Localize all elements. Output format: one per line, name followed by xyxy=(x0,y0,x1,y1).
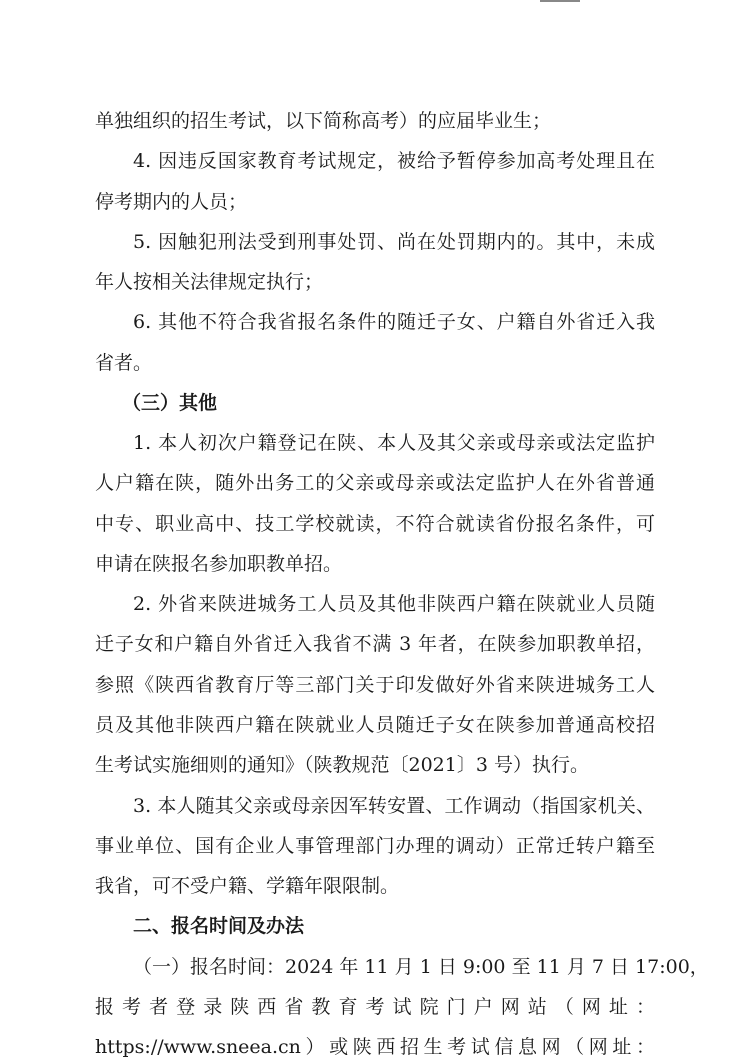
paragraph-line: https://www.sneea.cn）或陕西招生考试信息网（网址： xyxy=(95,1036,655,1058)
paragraph-line: 6. 其他不符合我省报名条件的随迁子女、户籍自外省迁入我 xyxy=(133,311,655,333)
paragraph-line: 参照《陕西省教育厅等三部门关于印发做好外省来陕进城务工人 xyxy=(95,674,655,696)
paragraph-line: 4. 因违反国家教育考试规定，被给予暂停参加高考处理且在 xyxy=(133,150,655,172)
section-heading: （三）其他 xyxy=(122,392,218,414)
paragraph-line: 报考者登录陕西省教育考试院门户网站（网址： xyxy=(95,996,655,1018)
paragraph-line: 我省，可不受户籍、学籍年限限制。 xyxy=(95,875,400,897)
paragraph-line: 人户籍在陕，随外出务工的父亲或母亲或法定监护人在外省普通 xyxy=(95,472,655,494)
paragraph-line: 2. 外省来陕进城务工人员及其他非陕西户籍在陕就业人员随 xyxy=(133,593,655,615)
paragraph-line: 3. 本人随其父亲或母亲因军转安置、工作调动（指国家机关、 xyxy=(133,795,655,817)
paragraph-line: 员及其他非陕西户籍在陕就业人员随迁子女在陕参加普通高校招 xyxy=(95,714,655,736)
paragraph-line: （一）报名时间：2024 年 11 月 1 日 9:00 至 11 月 7 日 17:00， xyxy=(133,956,709,978)
paragraph-line: 年人按相关法律规定执行； xyxy=(95,271,324,293)
paragraph-line: 停考期内的人员； xyxy=(95,191,248,213)
paragraph-line: 省者。 xyxy=(95,352,153,374)
paragraph-line: 单独组织的招生考试，以下简称高考）的应届毕业生； xyxy=(95,110,552,132)
paragraph-line: 申请在陕报名参加职教单招。 xyxy=(95,553,343,575)
paragraph-line: 1. 本人初次户籍登记在陕、本人及其父亲或母亲或法定监护 xyxy=(133,432,655,454)
paragraph-line: 迁子女和户籍自外省迁入我省不满 3 年者，在陕参加职教单招， xyxy=(95,633,655,655)
paragraph-line: 事业单位、国有企业人事管理部门办理的调动）正常迁转户籍至 xyxy=(95,835,655,857)
section-heading: 二、报名时间及办法 xyxy=(133,915,305,937)
scan-mark xyxy=(540,0,580,2)
paragraph-line: 中专、职业高中、技工学校就读，不符合就读省份报名条件，可 xyxy=(95,513,655,535)
paragraph-line: 5. 因触犯刑法受到刑事处罚、尚在处罚期内的。其中，未成 xyxy=(133,231,655,253)
paragraph-line: 生考试实施细则的通知》（陕教规范〔2021〕3 号）执行。 xyxy=(95,754,589,776)
